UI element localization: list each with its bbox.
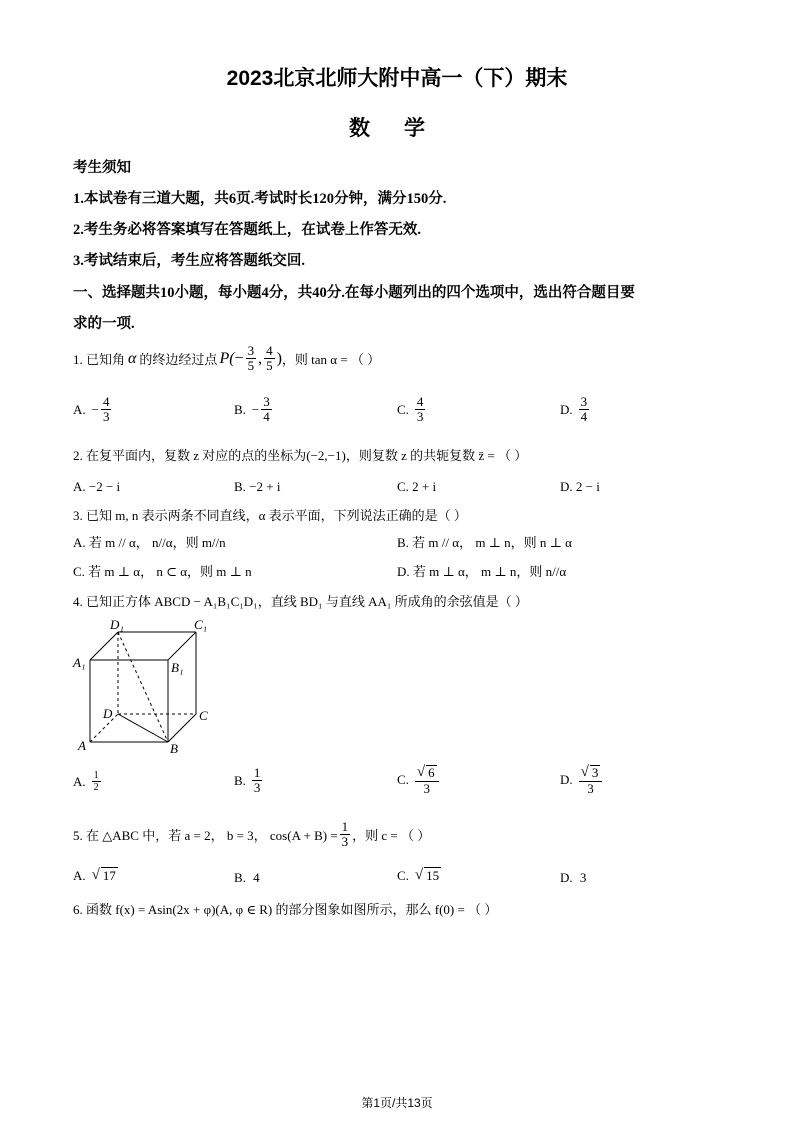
q4-option-b: B. $\frac{1}{3}$ [234, 765, 261, 796]
q2-option-a: A. −2 − i [73, 479, 121, 494]
q1-option-b: B. − $\frac{3}{4}$ [234, 394, 270, 425]
q3-option-d: D. 若 m ⊥ α， m ⊥ n，则 n//α [397, 564, 567, 579]
q1-frac-2: $\frac{4}{5}$ [266, 343, 273, 374]
notice-heading: 考生须知 [73, 160, 131, 176]
question-2: 2. 在复平面内，复数 z 对应的点的坐标为(−2,−1)，则复数 z 的共轭复数 z̄ = （ ） [73, 448, 528, 463]
label-c1: C₁ [194, 617, 208, 632]
page-title: 2023北京北师大附中高一（下）期末 [226, 67, 568, 90]
q1-mid: 的终边经过点 [139, 352, 218, 368]
question-3: 3. 已知 m, n 表示两条不同直线，α 表示平面，下列说法正确的是（ ） [73, 508, 467, 523]
q4-option-d: D. √ 3 3 [560, 764, 604, 796]
q4-option-c: C. √ 6 3 [397, 764, 441, 796]
q5-option-c: C. √ 15 [397, 867, 440, 883]
q1-prefix: 1. 已知角 [73, 352, 126, 368]
q5-option-d: D. 3 [560, 870, 587, 885]
q2-option-b: B. −2 + i [234, 479, 281, 494]
question-4: 4. 已知正方体 ABCD − A₁B₁C₁D₁，直线 BD₁ 与直线 AA₁ 所成角的余弦值是（ ） [73, 594, 528, 609]
q3-option-c: C. 若 m ⊥ α， n ⊂ α，则 m ⊥ n [73, 564, 252, 579]
cube-figure [70, 615, 220, 760]
label-b: B [170, 741, 178, 756]
subject-title: 数学 [349, 117, 459, 140]
q5-option-a: A. √ 17 [73, 867, 116, 883]
label-b1: B₁ [171, 660, 184, 675]
q5-frac: $\frac{1}{3}$ [341, 819, 349, 850]
question-5: 5. 在 △ABC 中，若 a = 2， b = 3， cos(A + B) = $\frac{1}{3}$ ，则 c = （ ） [73, 819, 431, 850]
q2-option-c: C. 2 + i [397, 479, 437, 494]
notice-item-3: 3.考试结束后，考生应将答题纸交回. [73, 253, 305, 269]
q1-option-c: C. $\frac{4}{3}$ [397, 394, 424, 425]
question-1: 1. 已知角 α 的终边经过点 P( − $\frac{3}{5}$ , $\frac{4}{5}$ ) ，则 tan α = （ ） [73, 343, 381, 374]
question-6: 6. 函数 f(x) = Asin(2x + φ)(A, φ ∈ R) 的部分图象如图所示，那么 f(0) = （ ） [73, 902, 498, 917]
page-footer: 第1页/共13页 [361, 1096, 433, 1110]
notice-item-1: 1.本试卷有三道大题，共6页.考试时长120分钟，满分150分. [73, 191, 447, 207]
label-d1: D₁ [110, 617, 124, 632]
label-a1: A₁ [73, 655, 86, 670]
q1-frac-1: $\frac{3}{5}$ [247, 343, 255, 374]
q4-option-a: A. $\frac{1}{2}$ [73, 770, 99, 793]
label-c: C [199, 708, 208, 723]
q1-suffix: ，则 tan α = （ ） [281, 352, 381, 368]
section1-heading-line2: 求的一项. [73, 316, 135, 332]
q1-option-a: A. − $\frac{4}{3}$ [73, 394, 110, 425]
label-d: D [103, 706, 113, 721]
q1-point: P( [219, 349, 235, 367]
notice-item-2: 2.考生务必将答案填写在答题纸上，在试卷上作答无效. [73, 222, 421, 238]
q1-option-d: D. $\frac{3}{4}$ [560, 394, 588, 425]
label-a: A [78, 738, 86, 753]
q3-option-a: A. 若 m // α， n//α，则 m//n [73, 535, 226, 550]
q5-option-b: B. 4 [234, 870, 260, 885]
q3-option-b: B. 若 m // α， m ⊥ n，则 n ⊥ α [397, 535, 572, 550]
q2-option-d: D. 2 − i [560, 479, 600, 494]
section1-heading-line1: 一、选择题共10小题，每小题4分，共40分.在每小题列出的四个选项中，选出符合题目要 [73, 285, 635, 301]
q1-alpha: α [128, 349, 137, 367]
